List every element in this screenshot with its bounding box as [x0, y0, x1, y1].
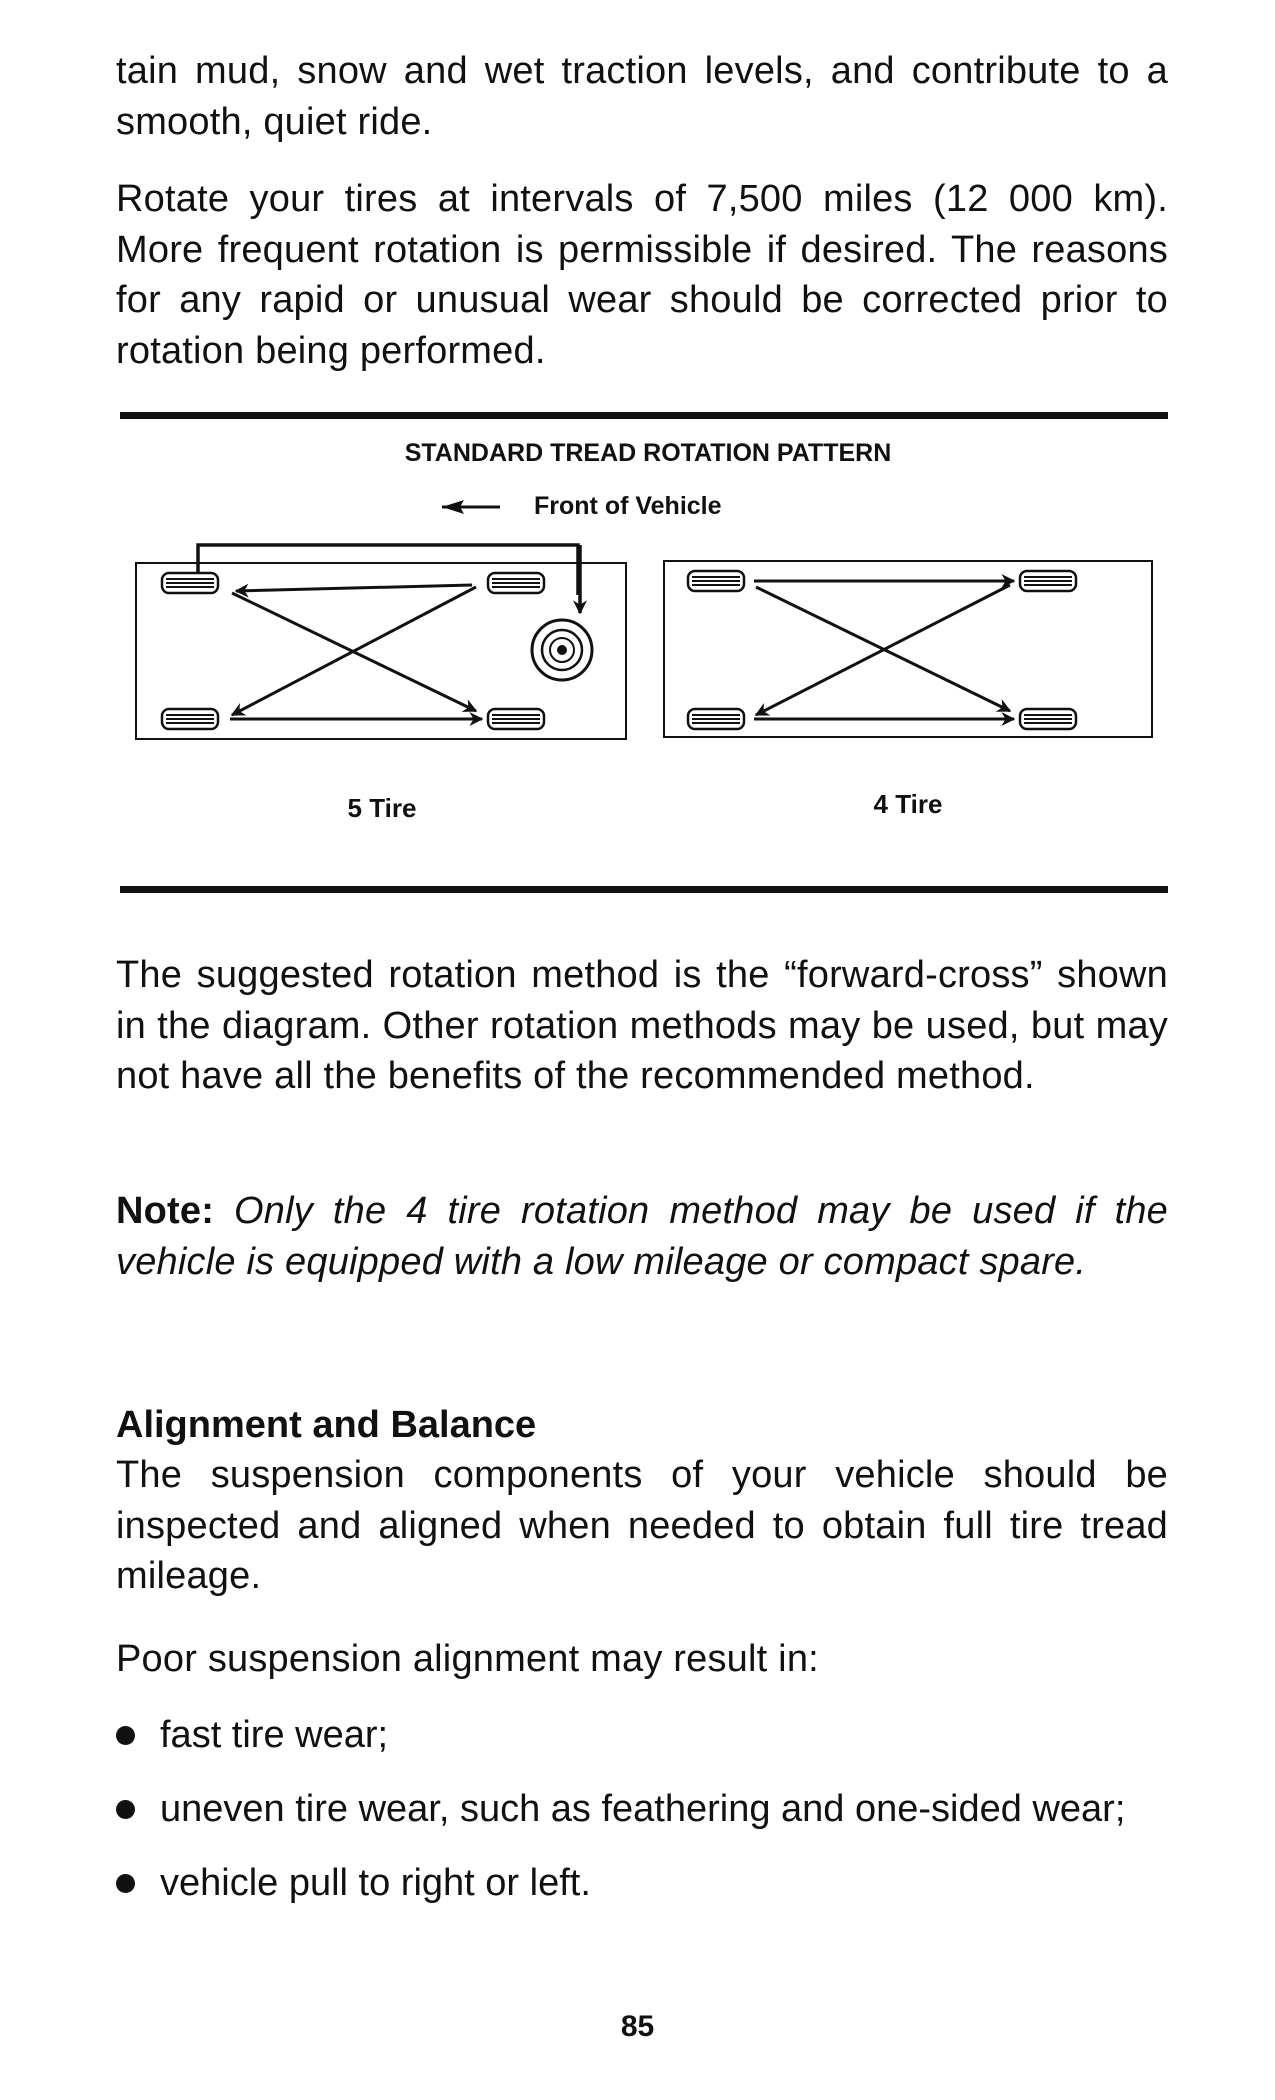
- alignment-bullet-list: [116, 1710, 1168, 1932]
- tire-icon: [688, 571, 744, 591]
- five-tire-label: 5 Tire: [347, 793, 417, 823]
- alignment-result-intro: Poor suspension alignment may result in:: [116, 1638, 819, 1680]
- diagram-bottom-rule: [120, 886, 1168, 893]
- spare-wheel-icon: [532, 620, 592, 680]
- alignment-heading: Alignment and Balance: [116, 1404, 537, 1446]
- suggested-method-paragraph: The suggested rotation method is the “forward-cross” shown in the diagram. Other rotation methods may be used, but may not have all the benefits of the recommended method.: [116, 954, 1168, 1097]
- alignment-paragraph: The suspension components of your vehicle should be inspected and aligned when needed to obtain full tire tread mileage.: [116, 1454, 1168, 1597]
- diagram-title: STANDARD TREAD ROTATION PATTERN: [404, 439, 892, 467]
- intro-paragraph: tain mud, snow and wet traction levels, and contribute to a smooth, quiet ride.: [116, 50, 1168, 143]
- front-arrow-icon: [442, 500, 500, 514]
- bullet-icon: [116, 1874, 135, 1893]
- tire-icon: [162, 573, 218, 593]
- note-paragraph: [116, 1186, 1168, 1287]
- tire-icon: [162, 709, 218, 729]
- tire-icon: [688, 709, 744, 729]
- list-item: vehicle pull to right or left.: [116, 1858, 1168, 1908]
- front-of-vehicle-label: Front of Vehicle: [534, 492, 722, 520]
- tire-icon: [1020, 709, 1076, 729]
- diagram-top-rule: [120, 412, 1168, 419]
- bullet-icon: [116, 1726, 135, 1745]
- note-label: Note:: [116, 1190, 215, 1232]
- four-tire-vehicle: [664, 561, 1152, 737]
- tire-icon: [488, 709, 544, 729]
- rotation-diagram: [120, 425, 1168, 865]
- page-number: 85: [620, 2010, 655, 2043]
- tire-icon: [488, 573, 544, 593]
- rotation-interval-paragraph: Rotate your tires at intervals of 7,500 miles (12 000 km). More frequent rotation is permissible if desired. The reasons for any rapid or unusual wear should be corrected prior to rotation being performed.: [116, 178, 1168, 372]
- tire-icon: [1020, 571, 1076, 591]
- note-text: Only the 4 tire rotation method may be used if the vehicle is equipped with a low mileage or compact spare.: [116, 1190, 1168, 1283]
- four-tire-label: 4 Tire: [873, 789, 943, 819]
- five-tire-vehicle: [136, 545, 626, 739]
- list-item: uneven tire wear, such as feathering and one-sided wear;: [116, 1784, 1168, 1834]
- bullet-icon: [116, 1800, 135, 1819]
- list-item: fast tire wear;: [116, 1710, 1168, 1760]
